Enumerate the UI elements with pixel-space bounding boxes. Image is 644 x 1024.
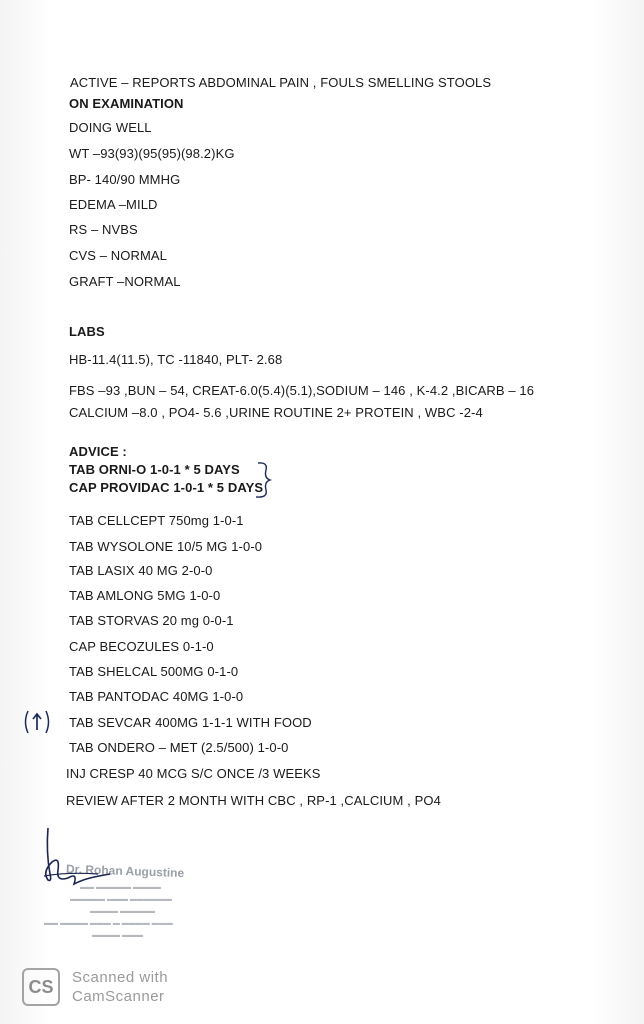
watermark-line: Scanned with bbox=[72, 969, 169, 986]
stamp-line: ▬▬ ▬▬▬▬ ▬▬▬ ▬ ▬▬▬▬ ▬▬▬ bbox=[44, 920, 173, 927]
stamp-line: ▬▬ ▬▬▬▬▬ ▬▬▬▬ bbox=[80, 884, 161, 891]
exam-heading: ON EXAMINATION bbox=[69, 96, 184, 111]
watermark-line: CamScanner bbox=[72, 988, 165, 1005]
camscanner-logo-icon: CS bbox=[22, 968, 60, 1006]
stamp-line: ▬▬▬▬ ▬▬▬▬▬ bbox=[90, 908, 155, 915]
exam-line: BP- 140/90 MMHG bbox=[69, 172, 181, 187]
up-arrow-icon bbox=[22, 708, 52, 736]
advice-line: TAB LASIX 40 MG 2-0-0 bbox=[69, 563, 213, 578]
advice-line: TAB SEVCAR 400MG 1-1-1 WITH FOOD bbox=[69, 715, 312, 730]
advice-heading: ADVICE : bbox=[69, 444, 127, 459]
brace-icon bbox=[254, 460, 276, 500]
labs-line: CALCIUM –8.0 , PO4- 5.6 ,URINE ROUTINE 2+ PROTEIN , WBC -2-4 bbox=[69, 405, 483, 420]
advice-line: REVIEW AFTER 2 MONTH WITH CBC , RP-1 ,CALCIUM , PO4 bbox=[66, 793, 441, 808]
advice-bold-line: TAB ORNI-O 1-0-1 * 5 DAYS bbox=[69, 462, 240, 477]
exam-line: DOING WELL bbox=[69, 120, 152, 135]
stamp-line: ▬▬▬▬▬ ▬▬▬ ▬▬▬▬▬▬ bbox=[70, 896, 172, 903]
advice-bold-line: CAP PROVIDAC 1-0-1 * 5 DAYS bbox=[69, 480, 264, 495]
advice-line: TAB CELLCEPT 750mg 1-0-1 bbox=[69, 513, 244, 528]
active-complaint: ACTIVE – REPORTS ABDOMINAL PAIN , FOULS SMELLING STOOLS bbox=[70, 75, 492, 90]
exam-line: CVS – NORMAL bbox=[69, 248, 168, 263]
signature-icon bbox=[38, 822, 228, 962]
watermark-text bbox=[72, 968, 168, 1006]
advice-line: TAB SHELCAL 500MG 0-1-0 bbox=[69, 664, 239, 679]
advice-line: CAP BECOZULES 0-1-0 bbox=[69, 639, 214, 654]
stamp-line: ▬▬▬▬ ▬▬▬ bbox=[92, 932, 143, 939]
advice-line: INJ CRESP 40 MCG S/C ONCE /3 WEEKS bbox=[66, 766, 321, 781]
labs-heading: LABS bbox=[69, 324, 105, 339]
advice-line: TAB STORVAS 20 mg 0-0-1 bbox=[69, 613, 234, 628]
exam-line: GRAFT –NORMAL bbox=[69, 274, 181, 289]
advice-line: TAB PANTODAC 40MG 1-0-0 bbox=[69, 689, 244, 704]
labs-line: HB-11.4(11.5), TC -11840, PLT- 2.68 bbox=[69, 352, 283, 367]
advice-line: TAB AMLONG 5MG 1-0-0 bbox=[69, 588, 221, 603]
advice-line: TAB WYSOLONE 10/5 MG 1-0-0 bbox=[69, 539, 263, 554]
exam-line: RS – NVBS bbox=[69, 222, 138, 237]
exam-line: WT –93(93)(95(95)(98.2)KG bbox=[69, 146, 235, 161]
advice-line: TAB ONDERO – MET (2.5/500) 1-0-0 bbox=[69, 740, 289, 755]
exam-line: EDEMA –MILD bbox=[69, 197, 158, 212]
doctor-stamp: Dr. Rohan Augustine bbox=[65, 861, 185, 881]
labs-line: FBS –93 ,BUN – 54, CREAT-6.0(5.4)(5.1),SODIUM – 146 , K-4.2 ,BICARB – 16 bbox=[69, 383, 535, 398]
